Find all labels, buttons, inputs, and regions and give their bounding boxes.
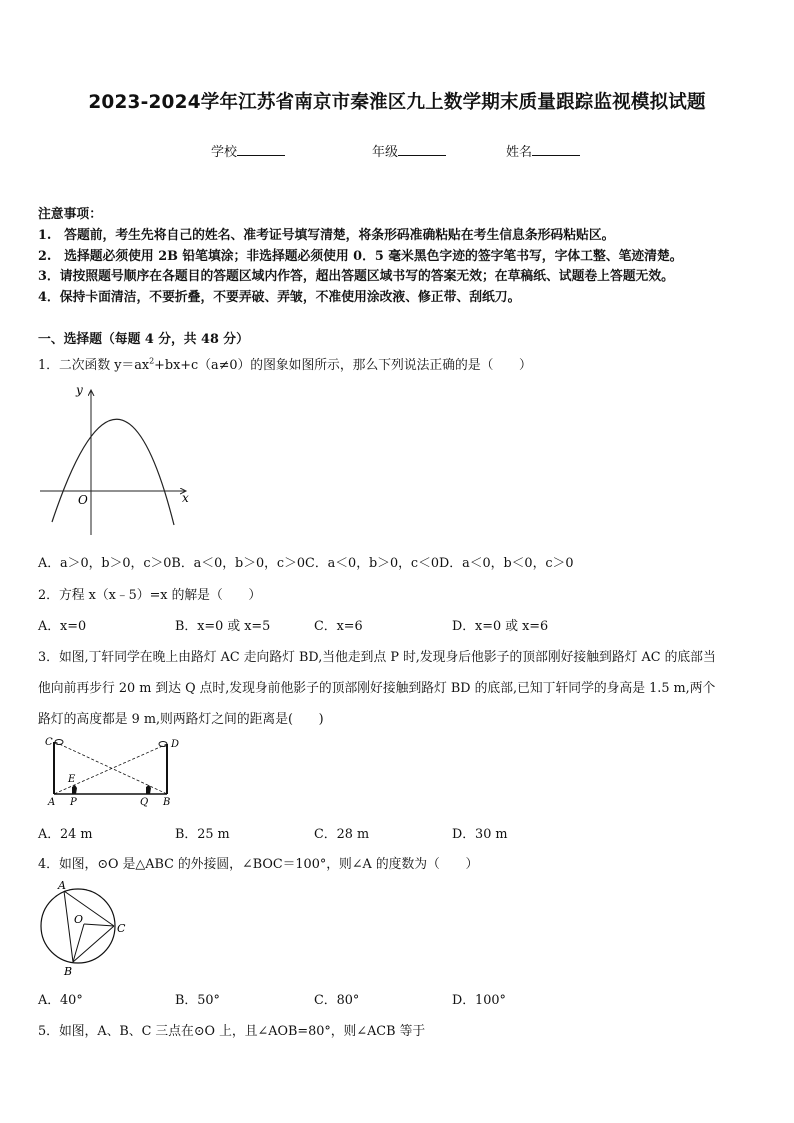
notice-item-4: 4．保持卡面清洁，不要折叠，不要弄破、弄皱，不准使用涂改液、修正带、刮纸刀。 xyxy=(38,290,521,305)
side-ab xyxy=(64,891,73,962)
label-a: A xyxy=(58,879,66,892)
name-label: 姓名 xyxy=(506,145,533,160)
q4-circle-figure xyxy=(36,876,136,980)
question-3-line-3: 路灯的高度都是 9 m,则两路灯之间的距离是( ) xyxy=(38,712,324,727)
school-field xyxy=(211,141,285,160)
q3-streetlights-figure xyxy=(38,732,188,810)
question-3-line-2: 他向前再步行 20 m 到达 Q 点时,发现身前他影子的顶部刚好接触到路灯 BD 的底部,已知丁轩同学的身高是 1.5 m,两个 xyxy=(38,681,716,696)
q3-option-b: B．25 m xyxy=(175,827,230,842)
radius-oc xyxy=(84,924,114,926)
question-2-stem: 2．方程 x（x﹣5）=x 的解是（ ） xyxy=(38,588,262,603)
notice-item-1: 1. 答题前，考生先将自己的姓名、准考证号填写清楚，将条形码准确粘贴在考生信息条形码粘贴区。 xyxy=(38,228,615,243)
label-e: E xyxy=(68,774,76,785)
notice-heading: 注意事项： xyxy=(38,207,102,222)
q3-option-a: A．24 m xyxy=(38,827,93,842)
q4-option-b: B．50° xyxy=(175,993,220,1008)
q3-option-d: D．30 m xyxy=(452,827,508,842)
q4-option-a: A．40° xyxy=(38,993,83,1008)
label-c: C xyxy=(117,922,126,935)
label-b: B xyxy=(64,965,73,978)
q1-stem-part-a: 1．二次函数 y＝ax xyxy=(38,358,150,373)
q2-option-a: A．x=0 xyxy=(38,619,87,634)
origin-label: O xyxy=(78,493,88,507)
q1-stem-part-b: +bx+c（a≠0）的图象如图所示，那么下列说法正确的是（ ） xyxy=(154,358,532,373)
q1-parabola-graph xyxy=(36,380,196,540)
light-ray-d xyxy=(54,744,167,794)
light-ray-c xyxy=(55,742,167,794)
notice-item-3: 3．请按照题号顺序在各题目的答题区域内作答，超出答题区域书写的答案无效；在草稿纸、试题卷上答题无效。 xyxy=(38,269,674,284)
q3-option-c: C．28 m xyxy=(314,827,370,842)
q1-options: A．a＞0，b＞0，c＞0B．a＜0，b＞0，c＞0C．a＜0，b＞0，c＜0D．a＜0，b＜0，c＞0 xyxy=(38,556,574,571)
q2-option-b: B．x=0 或 x=5 xyxy=(175,619,271,634)
school-blank xyxy=(237,143,285,156)
question-5-stem: 5．如图，A、B、C 三点在⊙O 上，且∠AOB=80°，则∠ACB 等于 xyxy=(38,1024,426,1039)
question-4-stem: 4．如图，⊙O 是△ABC 的外接圆，∠BOC＝100°，则∠A 的度数为（ ） xyxy=(38,857,479,872)
lamp-c xyxy=(55,740,63,745)
y-axis-label: y xyxy=(76,383,83,397)
section-heading: 一、选择题（每题 4 分，共 48 分） xyxy=(38,332,249,347)
label-d: D xyxy=(171,739,180,750)
label-b: B xyxy=(163,797,171,808)
label-a: A xyxy=(48,797,56,808)
q2-option-c: C．x=6 xyxy=(314,619,363,634)
side-bc xyxy=(73,926,114,962)
x-axis-label: x xyxy=(182,491,189,505)
name-blank xyxy=(532,143,580,156)
radius-ob xyxy=(73,924,84,962)
grade-label: 年级 xyxy=(372,145,399,160)
notice-item-2: 2. 选择题必须使用 2B 铅笔填涂；非选择题必须使用 0．5 毫米黑色字迹的签字笔书写，字体工整、笔迹清楚。 xyxy=(38,249,683,264)
grade-blank xyxy=(398,143,446,156)
lamp-d xyxy=(159,742,167,747)
school-label: 学校 xyxy=(211,145,238,160)
page-title: 2023-2024学年江苏省南京市秦淮区九上数学期末质量跟踪监视模拟试题 xyxy=(88,92,706,113)
parabola-curve xyxy=(52,419,174,525)
circumcircle xyxy=(41,889,115,963)
label-c: C xyxy=(45,737,53,748)
q2-option-d: D．x=0 或 x=6 xyxy=(452,619,549,634)
grade-field xyxy=(372,141,446,160)
q4-option-c: C．80° xyxy=(314,993,360,1008)
label-p: P xyxy=(70,797,77,808)
q1-exponent: 2 xyxy=(149,356,155,366)
question-3-line-1: 3．如图,丁轩同学在晚上由路灯 AC 走向路灯 BD,当他走到点 P 时,发现身后他影子的顶部刚好接触到路灯 AC 的底部当 xyxy=(38,650,716,665)
name-field xyxy=(506,141,580,160)
q4-option-d: D．100° xyxy=(452,993,506,1008)
side-ac xyxy=(64,891,114,926)
label-q: Q xyxy=(140,797,149,808)
person-at-p xyxy=(72,785,77,794)
question-1-stem xyxy=(38,354,532,373)
label-o: O xyxy=(74,913,84,926)
